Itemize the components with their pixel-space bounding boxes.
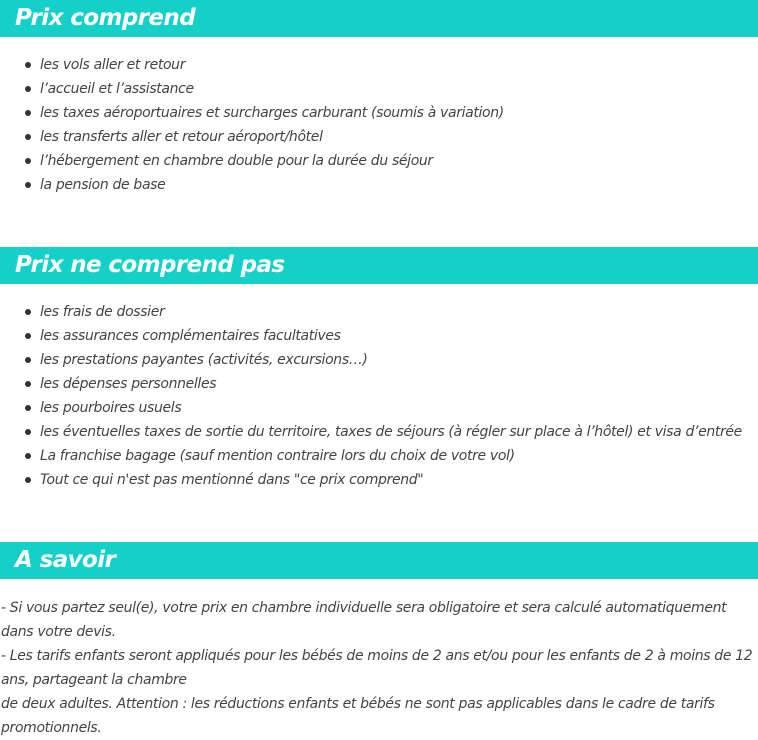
list-item <box>0 444 742 468</box>
savoir-paragraph: - Si vous partez seul(e), votre prix en chambre individuelle sera obligatoire et sera calculé automatiquement dans votre devis. <box>1 600 727 640</box>
list-item-text: les prestations payantes (activités, excursions…) <box>40 352 368 368</box>
list-item-text: les transferts aller et retour aéroport/hôtel <box>40 129 323 145</box>
savoir-paragraph: de deux adultes. Attention : les réductions enfants et bébés ne sont pas applicables dans le cadre de tarifs promotionnels. <box>1 696 715 736</box>
list-item <box>0 125 504 149</box>
bullet-icon <box>25 62 31 68</box>
bullet-icon <box>25 477 31 483</box>
bullet-icon <box>25 182 31 188</box>
savoir-text <box>1 596 757 740</box>
bullet-icon <box>25 134 31 140</box>
list-item <box>0 348 742 372</box>
list-item-text: les pourboires usuels <box>40 400 182 416</box>
list-item <box>0 53 504 77</box>
list-item <box>0 468 742 492</box>
section-title-savoir: A savoir <box>0 542 758 579</box>
list-item-text: Tout ce qui n'est pas mentionné dans "ce prix comprend" <box>40 472 424 488</box>
list-item-text: la pension de base <box>40 177 166 193</box>
bullet-icon <box>25 110 31 116</box>
list-item <box>0 300 742 324</box>
list-item <box>0 396 742 420</box>
list-item-text: les frais de dossier <box>40 304 165 320</box>
bullet-icon <box>25 309 31 315</box>
list-item <box>0 372 742 396</box>
list-item <box>0 420 742 444</box>
bullet-icon <box>25 357 31 363</box>
list-item-text: les assurances complémentaires facultatives <box>40 328 341 344</box>
bullet-icon <box>25 381 31 387</box>
list-item <box>0 149 504 173</box>
bullet-icon <box>25 158 31 164</box>
list-item-text: La franchise bagage (sauf mention contraire lors du choix de votre vol) <box>40 448 515 464</box>
bullet-icon <box>25 333 31 339</box>
bullet-icon <box>25 405 31 411</box>
list-item-text: les éventuelles taxes de sortie du territoire, taxes de séjours (à régler sur place à l’hôtel) et visa d’entrée <box>40 424 742 440</box>
list-item <box>0 173 504 197</box>
list-item-text: l’hébergement en chambre double pour la durée du séjour <box>40 153 433 169</box>
included-list <box>0 53 504 197</box>
list-item-text: les dépenses personnelles <box>40 376 217 392</box>
list-item <box>0 77 504 101</box>
list-item <box>0 101 504 125</box>
savoir-paragraph: - Les tarifs enfants seront appliqués pour les bébés de moins de 2 ans et/ou pour les enfants de 2 à moins de 12 ans, partageant la chambre <box>1 648 753 688</box>
bullet-icon <box>25 453 31 459</box>
bullet-icon <box>25 429 31 435</box>
list-item-text: l’accueil et l’assistance <box>40 81 194 97</box>
section-title-included: Prix comprend <box>0 0 758 37</box>
list-item <box>0 324 742 348</box>
list-item-text: les vols aller et retour <box>40 57 186 73</box>
excluded-list <box>0 300 742 492</box>
section-title-excluded: Prix ne comprend pas <box>0 247 758 284</box>
bullet-icon <box>25 86 31 92</box>
list-item-text: les taxes aéroportuaires et surcharges carburant (soumis à variation) <box>40 105 504 121</box>
